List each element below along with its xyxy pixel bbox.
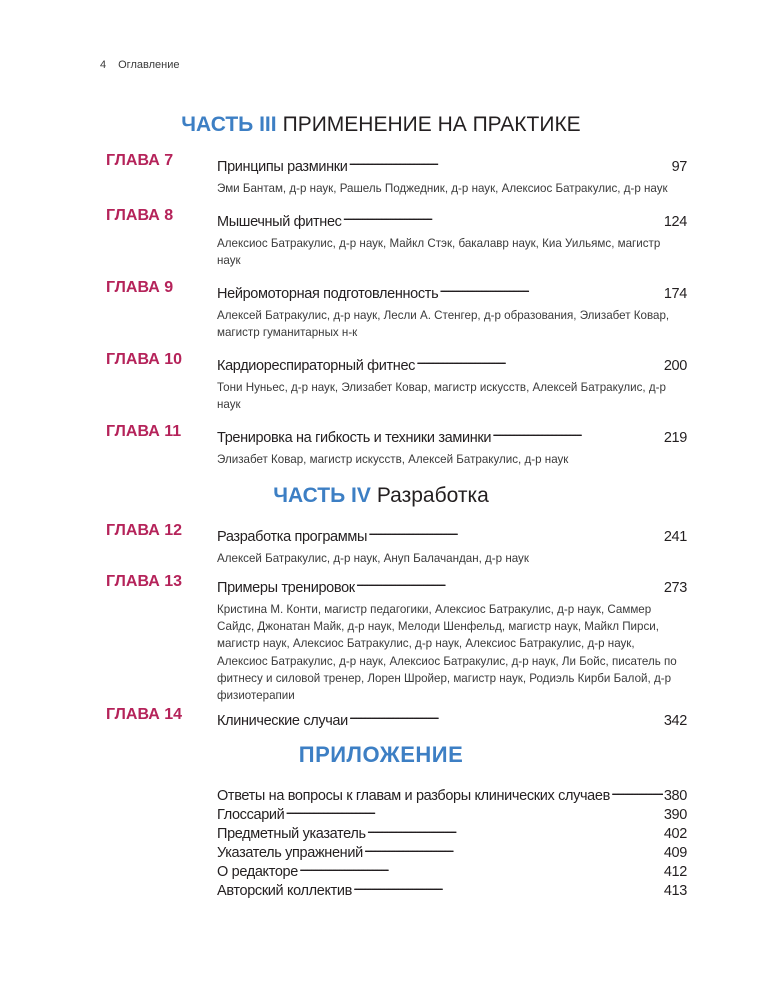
appendix-title: Авторский коллектив <box>217 883 353 899</box>
chapter-title: Примеры тренировок <box>217 580 355 596</box>
chapter-label: ГЛАВА 14 <box>106 706 183 723</box>
toc-entry[interactable] <box>217 151 687 197</box>
chapter-title: Клинические случаи <box>217 713 348 729</box>
page-number: 4 <box>100 59 107 71</box>
appendix-title: Ответы на вопросы к главам и разборы клинических случаев <box>217 788 610 804</box>
page-ref: 241 <box>663 529 687 545</box>
appendix-title: Предметный указатель <box>217 826 366 842</box>
dot-leader <box>492 422 663 442</box>
dot-leader <box>439 278 663 298</box>
page-ref: 124 <box>663 214 687 230</box>
dot-leader <box>353 876 663 895</box>
part-heading-3 <box>0 112 762 138</box>
appendix-entry[interactable] <box>217 819 687 842</box>
toc-entry[interactable] <box>217 422 687 468</box>
dot-leader <box>343 206 663 226</box>
chapter-authors: Алексей Батракулис, д-р наук, Лесли А. Стенгер, д-р образования, Элизабет Ковар, магистр гуманитарных н-к <box>217 309 670 340</box>
chapter-authors: Кристина М. Конти, магистр педагогики, Алексиос Батракулис, д-р наук, Саммер Сайдс, Джонатан Майк, д-р наук, Мелоди Шенфельд, магистр наук, Майкл Пирси, магистр наук, Алексиос Батракулис, д-р наук, Алексиос Батракулис, д-р наук, Алексиос Батракулис, д-р наук, Алексиос Батракулис, д-р наук, Ли Бойс, писатель по фитнесу и силовой тренер, Лорен Шройер, магистр наук, Родиэль Кирби Балой, д-р физиотерапии <box>217 603 677 703</box>
chapter-authors: Алексей Батракулис, д-р наук, Ануп Балачандан, д-р наук <box>217 552 529 565</box>
chapter-label: ГЛАВА 9 <box>106 279 174 296</box>
appendix-entry[interactable] <box>217 781 687 804</box>
dot-leader <box>416 350 663 370</box>
chapter-title: Тренировка на гибкость и техники заминки <box>217 430 492 446</box>
chapter-authors: Алексиос Батракулис, д-р наук, Майкл Стэк, бакалавр наук, Киа Уильямс, магистр наук <box>217 237 661 268</box>
dot-leader <box>611 781 663 800</box>
page-ref: 273 <box>663 580 687 596</box>
chapter-authors: Тони Нуньес, д-р наук, Элизабет Ковар, магистр искусств, Алексей Батракулис, д-р наук <box>217 381 666 412</box>
page-ref: 200 <box>663 358 687 374</box>
page-ref: 174 <box>663 286 687 302</box>
page-ref: 342 <box>663 713 687 729</box>
part-label: ЧАСТЬ III <box>181 113 277 136</box>
chapter-title: Кардиореспираторный фитнес <box>217 358 416 374</box>
dot-leader <box>299 857 663 876</box>
chapter-label: ГЛАВА 11 <box>106 423 182 440</box>
appendix-title: Глоссарий <box>217 807 285 823</box>
chapter-label: ГЛАВА 13 <box>106 573 183 590</box>
toc-entry[interactable] <box>217 521 687 567</box>
chapter-title: Принципы разминки <box>217 159 348 175</box>
chapter-label: ГЛАВА 7 <box>106 152 174 169</box>
part-title: Разработка <box>376 484 489 507</box>
toc-entry[interactable] <box>217 350 687 413</box>
appendix-title: О редакторе <box>217 864 298 880</box>
chapter-title: Нейромоторная подготовленность <box>217 286 439 302</box>
page-ref: 412 <box>663 864 687 880</box>
page-ref: 97 <box>671 159 687 175</box>
part-title: ПРИМЕНЕНИЕ НА ПРАКТИКЕ <box>282 113 581 136</box>
dot-leader <box>348 151 670 171</box>
page-ref: 390 <box>663 807 687 823</box>
dot-leader <box>367 819 663 838</box>
appendix-entry[interactable] <box>217 800 687 823</box>
appendix-title: Указатель упражнений <box>217 845 363 861</box>
chapter-authors: Эми Бантам, д-р наук, Рашель Поджедник, д-р наук, Алексиос Батракулис, д-р наук <box>217 182 668 195</box>
page-ref: 402 <box>663 826 687 842</box>
chapter-label: ГЛАВА 10 <box>106 351 183 368</box>
dot-leader <box>356 572 663 592</box>
part-label: ЧАСТЬ IV <box>273 484 371 507</box>
running-header-title: Оглавление <box>118 59 180 71</box>
chapter-authors: Элизабет Ковар, магистр искусств, Алексей Батракулис, д-р наук <box>217 453 569 466</box>
toc-entry[interactable] <box>217 572 687 704</box>
toc-entry[interactable] <box>217 705 687 731</box>
part-heading-4 <box>0 483 762 509</box>
page-ref: 413 <box>663 883 687 899</box>
running-header <box>100 59 179 71</box>
page-ref: 219 <box>663 430 687 446</box>
appendix-list <box>217 781 687 899</box>
chapter-label: ГЛАВА 12 <box>106 522 183 539</box>
page-ref: 409 <box>663 845 687 861</box>
chapter-title: Мышечный фитнес <box>217 214 342 230</box>
chapter-title: Разработка программы <box>217 529 368 545</box>
toc-entry[interactable] <box>217 278 687 341</box>
page-ref: 380 <box>663 788 687 804</box>
chapter-label: ГЛАВА 8 <box>106 207 174 224</box>
dot-leader <box>364 838 663 857</box>
appendix-heading: ПРИЛОЖЕНИЕ <box>298 742 464 767</box>
dot-leader <box>349 705 663 725</box>
toc-entry[interactable] <box>217 206 687 269</box>
dot-leader <box>368 521 663 541</box>
dot-leader <box>285 800 662 819</box>
